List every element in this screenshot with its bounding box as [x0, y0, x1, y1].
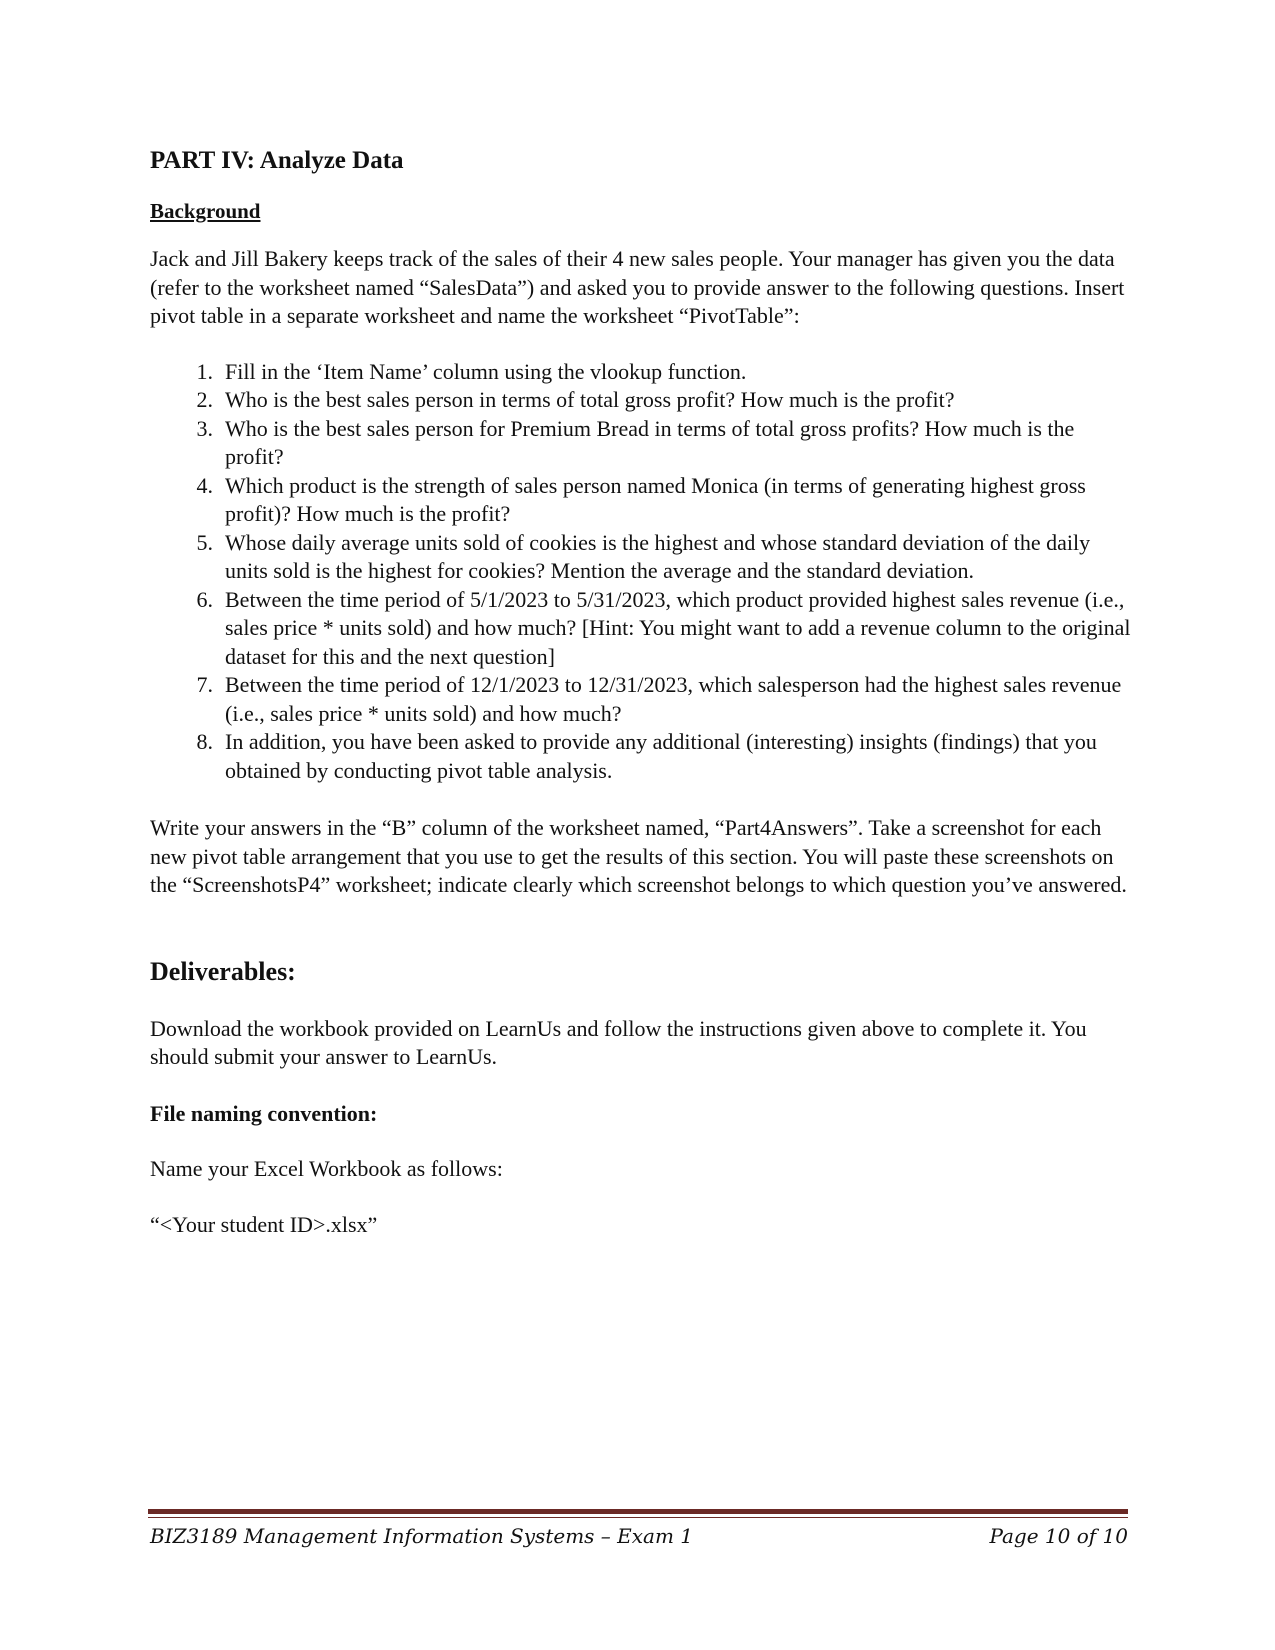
- deliverables-heading: Deliverables:: [150, 956, 296, 986]
- questions-list: [150, 358, 1135, 786]
- deliverables-paragraph: Download the workbook provided on LearnUs and follow the instructions given above to complete it. You should submit your answer to LearnUs.: [150, 1015, 1087, 1069]
- question-text: Between the time period of 5/1/2023 to 5/31/2023, which product provided highest sales revenue (i.e., sales price * units sold) and how much? [Hint: You might want to add a revenue column to the original dataset for this and the next question]: [225, 586, 1131, 669]
- file-name-format: “<Your student ID>.xlsx”: [150, 1212, 378, 1237]
- question-text: Whose daily average units sold of cookies is the highest and whose standard deviation of the daily units sold is the highest for cookies? Mention the average and the standard deviation.: [225, 529, 1091, 583]
- name-instruction: Name your Excel Workbook as follows:: [150, 1155, 503, 1181]
- list-item: [150, 358, 1135, 387]
- list-number: 6.: [196, 586, 213, 612]
- list-item: [150, 472, 1135, 529]
- part-title: PART IV: Analyze Data: [150, 147, 404, 174]
- file-naming-heading: File naming convention:: [150, 1100, 378, 1126]
- question-text: In addition, you have been asked to provide any additional (interesting) insights (findings) that you obtained by conducting pivot table analysis.: [225, 729, 1097, 783]
- question-text: Which product is the strength of sales person named Monica (in terms of generating highest gross profit)? How much is the profit?: [225, 472, 1086, 526]
- list-item: [150, 671, 1135, 728]
- list-number: 8.: [196, 729, 213, 754]
- footer-course-title: BIZ3189 Management Information Systems – Exam 1: [150, 1524, 693, 1548]
- question-text: Fill in the ‘Item Name’ column using the vlookup function.: [225, 358, 747, 384]
- list-item: [150, 386, 1135, 415]
- list-number: 1.: [196, 358, 213, 384]
- footer-rule-thin: [148, 1517, 1128, 1518]
- intro-paragraph: Jack and Jill Bakery keeps track of the sales of their 4 new sales people. Your manager has given you the data (refer to the worksheet named “SalesData”) and asked you to provide answer to the following questions. Insert pivot table in a separate worksheet and name the worksheet “PivotTable”:: [150, 246, 1125, 328]
- question-text: Between the time period of 12/1/2023 to 12/31/2023, which salesperson had the highest sales revenue (i.e., sales price * units sold) and how much?: [225, 672, 1122, 726]
- background-heading: Background: [150, 199, 261, 223]
- footer-rule-thick: [148, 1509, 1128, 1514]
- list-item: [150, 728, 1135, 785]
- list-item: [150, 586, 1135, 672]
- instructions-paragraph: Write your answers in the “B” column of the worksheet named, “Part4Answers”. Take a screenshot for each new pivot table arrangement that you use to get the results of this section. You will paste these screenshots on the “ScreenshotsP4” worksheet; indicate clearly which screenshot belongs to which question you’ve answered.: [150, 815, 1127, 897]
- list-number: 4.: [196, 472, 213, 498]
- list-number: 3.: [196, 415, 213, 441]
- list-number: 5.: [196, 529, 213, 555]
- list-number: 2.: [196, 387, 213, 412]
- list-item: [150, 415, 1135, 472]
- document-body: [150, 146, 1135, 1240]
- list-number: 7.: [196, 672, 213, 697]
- question-text: Who is the best sales person in terms of total gross profit? How much is the profit?: [225, 387, 955, 412]
- list-item: [150, 529, 1135, 586]
- footer-page-number: Page 10 of 10: [989, 1524, 1128, 1548]
- question-text: Who is the best sales person for Premium Bread in terms of total gross profits? How much is the profit?: [225, 415, 1075, 469]
